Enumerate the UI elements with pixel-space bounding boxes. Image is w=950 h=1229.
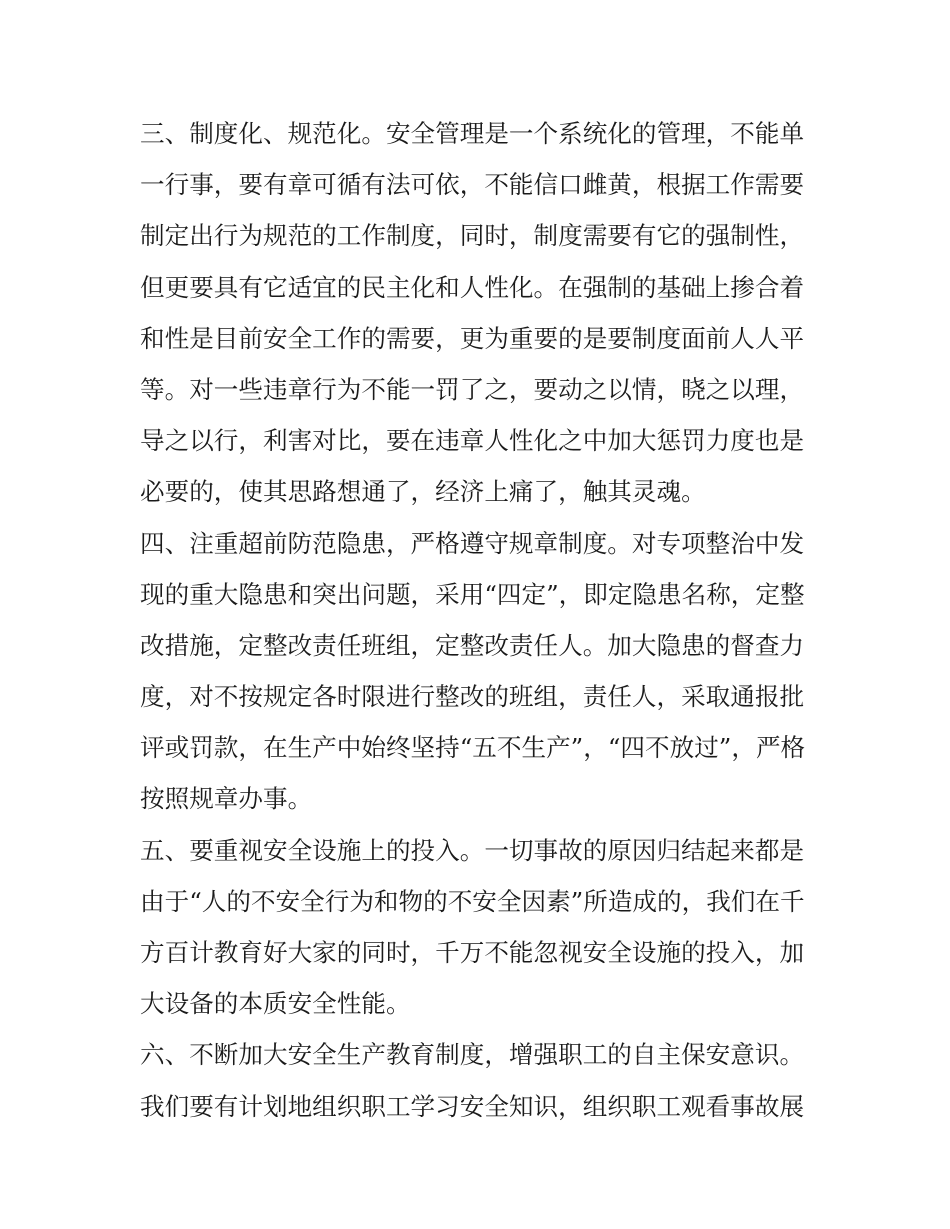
document-body bbox=[140, 108, 816, 1132]
text-line: 一行事，要有章可循有法可依，不能信口雌黄，根据工作需要 bbox=[140, 170, 805, 200]
text-line: 我们要有计划地组织职工学习安全知识，组织职工观看事故展 bbox=[140, 1091, 805, 1121]
text-line: 方百计教育好大家的同时，千万不能忽视安全设施的投入，加 bbox=[140, 938, 805, 967]
text-line: 五、要重视安全设施上的投入。一切事故的原因归结起来都是 bbox=[140, 835, 805, 865]
text-line: 现的重大隐患和突出问题，采用“四定”，即定隐患名称，定整 bbox=[140, 579, 805, 609]
text-line: 导之以行，利害对比，要在违章人性化之中加大惩罚力度也是 bbox=[140, 426, 805, 456]
text-line: 按照规章办事。 bbox=[140, 784, 313, 814]
text-line: 三、制度化、规范化。安全管理是一个系统化的管理，不能单 bbox=[140, 119, 805, 148]
text-line: 大设备的本质安全性能。 bbox=[140, 989, 411, 1019]
text-line: 六、不断加大安全生产教育制度，增强职工的自主保安意识。 bbox=[140, 1040, 805, 1070]
text-line: 改措施，定整改责任班组，定整改责任人。加大隐患的督查力 bbox=[140, 630, 805, 660]
text-line: 和性是目前安全工作的需要，更为重要的是要制度面前人人平 bbox=[140, 323, 805, 353]
text-line: 由于“人的不安全行为和物的不安全因素”所造成的，我们在千 bbox=[140, 886, 805, 916]
text-line: 等。对一些违章行为不能一罚了之，要动之以情，晓之以理， bbox=[140, 374, 805, 404]
text-line: 必要的，使其思路想通了，经济上痛了，触其灵魂。 bbox=[140, 477, 706, 507]
text-line: 度，对不按规定各时限进行整改的班组，责任人，采取通报批 bbox=[140, 682, 805, 712]
text-line: 评或罚款，在生产中始终坚持“五不生产”，“四不放过”，严格 bbox=[140, 733, 806, 763]
text-line: 制定出行为规范的工作制度，同时，制度需要有它的强制性， bbox=[140, 221, 805, 251]
text-line: 但更要具有它适宜的民主化和人性化。在强制的基础上掺合着 bbox=[140, 272, 805, 302]
text-line: 四、注重超前防范隐患，严格遵守规章制度。对专项整治中发 bbox=[140, 528, 805, 558]
